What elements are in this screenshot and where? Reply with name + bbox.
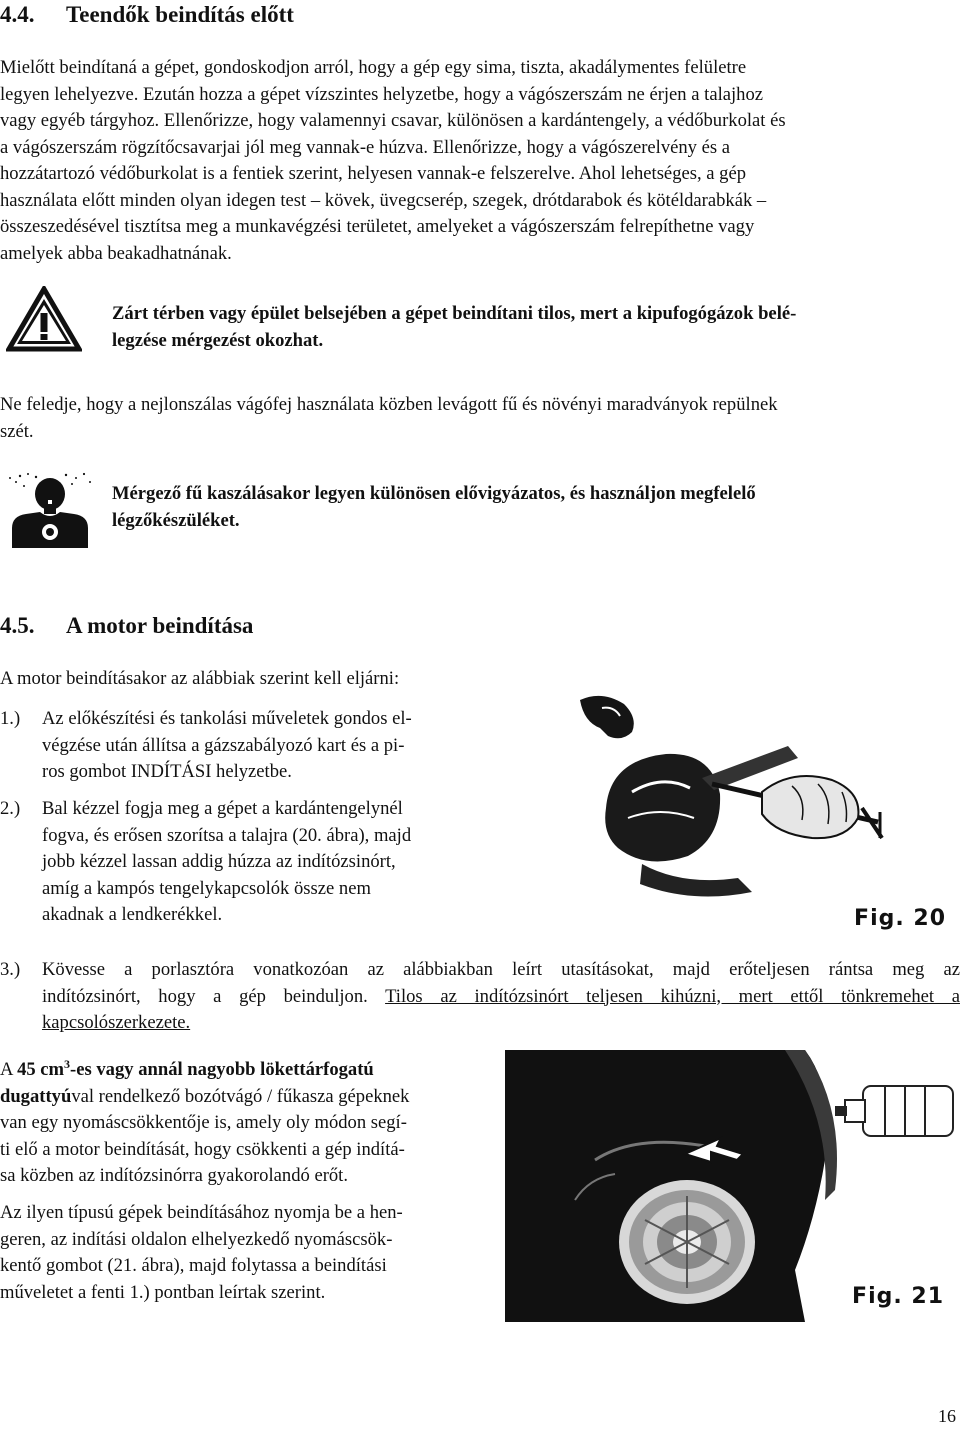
text-line: fogva, és erősen szorítsa a talajra (20. ábra), majd xyxy=(42,824,412,846)
warning-triangle-icon xyxy=(6,286,82,352)
text-line: műveletet a fenti 1.) pontban leírtak szerint. xyxy=(0,1281,326,1303)
intro-paragraph xyxy=(0,55,960,267)
text-line: amíg a kampós tengelykapcsolók össze nem xyxy=(42,877,371,899)
step-number: 1.) xyxy=(0,708,21,729)
bold-segment: -es vagy annál nagyobb lökettárfogatú xyxy=(70,1059,374,1080)
text-line: összeszedésével tisztítsa meg a munkavégzési területet, amelyeket a vágószerszám felrepíthetne vagy xyxy=(0,216,755,237)
section-title: A motor beindítása xyxy=(66,613,254,638)
warning-line: légzőkészüléket. xyxy=(112,510,240,531)
decompression-instructions xyxy=(0,1200,500,1306)
text-line xyxy=(42,984,960,1011)
step-number: 3.) xyxy=(0,959,21,980)
text-line: legyen lehelyezve. Ezután hozza a gépet vízszintes helyzetbe, hogy a vágószerszám ne érjen a talajhoz xyxy=(0,83,764,105)
text-line: szét. xyxy=(0,420,34,442)
section-number: 4.5. xyxy=(0,613,35,638)
decompression-paragraph xyxy=(0,1057,500,1190)
text-line: akadnak a lendkerékkel. xyxy=(42,904,223,925)
text-line: Bal kézzel fogja meg a gépet a kardántengelynél xyxy=(42,798,403,819)
bold-segment: 45 cm xyxy=(17,1059,65,1080)
text-line: amelyek abba beakadhatnának. xyxy=(0,242,232,264)
figure-20 xyxy=(562,688,958,938)
figure-20-illustration xyxy=(562,688,958,938)
figure-21 xyxy=(505,1050,960,1322)
bold-segment: dugattyú xyxy=(0,1085,72,1107)
underlined-warning: kapcsolószerkezete. xyxy=(42,1012,191,1033)
text-line: kentő gombot (21. ábra), majd folytassa a beindítási xyxy=(0,1255,387,1276)
page-number: 16 xyxy=(938,1406,956,1426)
text-line: Az ilyen típusú gépek beindításához nyomja be a hen- xyxy=(0,1202,403,1223)
warning-respirator xyxy=(112,480,960,534)
text-segment: A xyxy=(0,1059,18,1080)
text-line: vagy egyéb tárgyhoz. Ellenőrizze, hogy valamennyi csavar, különösen a kardántengely, a védőburkolat és xyxy=(0,110,786,131)
underlined-warning: Tilos az indítózsinórt teljesen kihúzni, mert ettől tönkremehet a xyxy=(385,985,960,1007)
debris-paragraph xyxy=(0,392,960,445)
text-line: jobb kézzel lassan addig húzza az indítózsinórt, xyxy=(42,851,396,872)
figure-21-label: Fig. 21 xyxy=(852,1284,944,1309)
section-heading-4-4 xyxy=(0,2,294,28)
respirator-person-icon xyxy=(6,470,94,548)
superscript: 3 xyxy=(64,1056,71,1071)
text-line: ti elő a motor beindítását, hogy csökkenti a gép indítá- xyxy=(0,1138,405,1160)
warning-line: Mérgező fű kaszálásakor legyen különösen elővigyázatos, és használjon megfelelő xyxy=(112,483,756,504)
text-line: használata előtt minden olyan idegen test – kövek, üvegcserép, szegek, drótdarabok és kötéldarabkák – xyxy=(0,189,767,211)
text-line: Kövesse a porlasztóra vonatkozóan az alábbiakban leírt utasításokat, majd erőteljesen rántsa meg az xyxy=(42,959,960,980)
figure-21-illustration xyxy=(505,1050,960,1322)
text-line: Ne feledje, hogy a nejlonszálas vágófej használata közben levágott fű és növényi maradványok repülnek xyxy=(0,394,778,415)
step-3 xyxy=(0,957,960,1037)
warning-line: Zárt térben vagy épület belsejében a gépet beindítani tilos, mert a kipufogógázok belé- xyxy=(112,303,797,324)
text-segment: val rendelkező bozótvágó / fűkasza gépeknek xyxy=(71,1085,410,1107)
text-line xyxy=(0,1084,500,1111)
text-line: a vágószerszám rögzítőcsavarjai jól meg vannak-e húzva. Ellenőrizze, hogy a vágószerelvény és a xyxy=(0,136,730,158)
section-number: 4.4. xyxy=(0,2,35,27)
text-line: sa közben az indítózsinórra gyakorolandó erőt. xyxy=(0,1165,348,1186)
text-line: geren, az indítási oldalon elhelyezkedő nyomáscsök- xyxy=(0,1228,393,1250)
start-intro: A motor beindításakor az alábbiak szerint kell eljárni: xyxy=(0,668,400,689)
step-1 xyxy=(0,706,530,786)
text-line: Az előkészítési és tankolási műveletek gondos el- xyxy=(42,708,412,729)
text-line: hozzátartozó védőburkolat is a fentiek szerint, helyesen vannak-e felszerelve. Ahol lehetséges, a gép xyxy=(0,163,747,184)
step-2 xyxy=(0,796,530,930)
warning-exhaust xyxy=(112,300,960,354)
section-heading-4-5 xyxy=(0,613,253,639)
warning-line: legzése mérgezést okozhat. xyxy=(112,330,324,351)
text-line: végzése után állítsa a gázszabályozó kart és a pi- xyxy=(42,734,405,756)
text-line: van egy nyomáscsökkentője is, amely oly módon segí- xyxy=(0,1112,407,1133)
text-segment: indítózsinórt, hogy a gép beinduljon. xyxy=(42,985,386,1007)
text-line: Mielőtt beindítaná a gépet, gondoskodjon arról, hogy a gép egy sima, tiszta, akadálymentes felületre xyxy=(0,57,747,78)
text-line: ros gombot INDÍTÁSI helyzetbe. xyxy=(42,761,292,782)
figure-20-label: Fig. 20 xyxy=(854,906,946,931)
text-line xyxy=(0,1057,500,1084)
section-title: Teendők beindítás előtt xyxy=(66,2,294,27)
step-number: 2.) xyxy=(0,798,21,819)
